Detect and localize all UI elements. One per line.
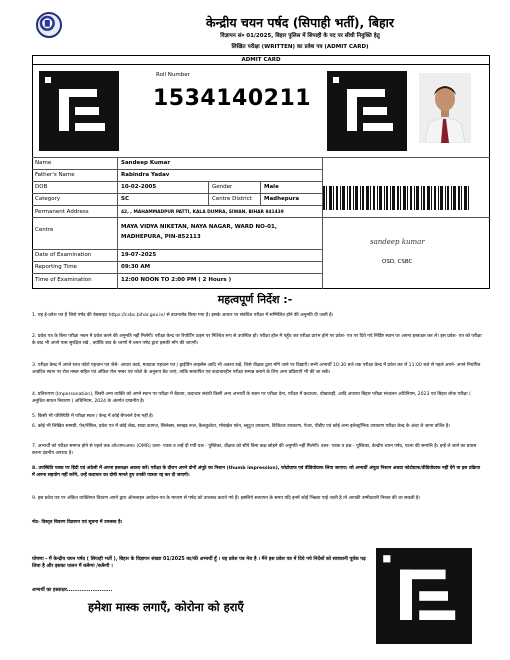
instruction-item: 5. किसी भी परिस्थिति में परीक्षा स्थल / केन्द्र में कोई बैगलाने देना नहीं है। — [32, 414, 154, 419]
instruction-item: 2. प्रवेश पत्र के बिना परीक्षा भवन में प्रवेश करने की अनुमति नहीं मिलेगी। परीक्षा केन्द्र पर रिपोर्टिंग टाइम पर निश्चित रूप से उपस्थित हों। परीक्षा हॉल में पहुँच कर परीक्षा प्रारंभ होने पर प्रवेश- पत्र पर दिये गये निर्दिष्ट स्थान पर अपना हस्ताक्षर कर लें। इस प्रवेश- पत्र को परीक्षा के बाद भी अपने पास सुरक्षित रखें , क्योंकि बाद के चरणों में चयन पर्षद द्वारा इसकी माँग की जाएगी। — [32, 334, 482, 346]
instruction-item: 7. अभ्यर्थी को परीक्षा समाप्त होने से पहले तक ओ०एम०आर० (OMR) उत्तर- पत्रक व उन्हें दी गयी प्रश्न - पुस्तिका, वीक्षक को सौंपे बिना कक्ष छोड़ने की अनुमति नहीं मिलेगी। उत्तर- पत्रक व प्रश्न - पुस्तिका, केन्द्रीय चयन पर्षद, पटना की सम्पत्ति है। इन्हें ले जाने का प्रयास करना दंडनीय अपराध है। — [32, 444, 477, 456]
table-divider — [208, 181, 209, 205]
admit-card-title: ADMIT CARD — [32, 55, 490, 65]
centre-label: Centre — [35, 227, 54, 233]
gender-value: Male — [264, 184, 279, 190]
exam-date-value: 19-07-2025 — [121, 252, 157, 258]
reporting-time-value: 09:30 AM — [121, 264, 151, 270]
category-value: SC — [121, 196, 129, 202]
instruction-item: 8. उपस्थिति पत्रक पर हिंदी एवं अंग्रेजी में अपना हस्ताक्षर अवश्य करें। परीक्षा के दौरान अपने दोनों अंगूठे का निशान (thumb impression), फोटोग्राफ एवं वीडियोग्राफ लिया जाएगा। जो अभ्यर्थी अंगूठा निशान अथवा फोटोग्राफ/वीडियोग्राफ नहीं देंगे या इस प्रक्रिया में अपना सहयोग नहीं करेंगे, उन्हें कदाचार का दोषी मानते हुए उनकी पात्रता रद्द कर दी जाएगी। — [32, 466, 481, 478]
table-line — [32, 217, 490, 218]
permanent-address-label: Permanent Address — [35, 209, 89, 215]
barcode-icon — [323, 186, 469, 210]
instruction-item: 3. परीक्षा केन्द्र में अपने साथ फोटो पहचान पत्र जैसे- आधार कार्ड, मतदाता पहचान पत्र / ड्राईविंग लाइसेंस आदि भी अवश्य रखें, जिसे वीक्षक द्वारा माँगे जाने पर दिखाएँ। सभी अभ्यर्थी 10:30 बजे तक परीक्षा केन्द्र में प्रवेश कर लें 11:00 बजे से पहले अपने- अपने निर्धारित आवंटित स्थान पर रोल नम्बर सहित एवं अंकित रोल नम्बर एवं फोटो के अनुरूप बैठ जाएं, ताकि सत्यापित एवं कदाचारहीन परीक्षा सम्पन्न कराने के लिए अन्य प्रक्रियाएँ भी की जा सकें। — [32, 363, 481, 375]
table-line — [32, 249, 322, 250]
permanent-address-value: 42, , MAHAMMADPUR PATTI, KALA DUMRA, SIWAN, BIHAR 841439 — [121, 209, 284, 215]
category-label: Category — [35, 196, 61, 202]
table-line — [32, 205, 322, 206]
table-divider — [117, 157, 118, 289]
instructions-title: महत्वपूर्ण निर्देश :- — [217, 293, 293, 306]
declaration-text: घोषणा - मैं केन्द्रीय चयन पर्षद ( सिपाही भर्ती ), बिहार के विज्ञापन संख्या 01/2025 का/की अभ्यर्थी हूँ । यह प्रवेश पत्र मेरा है । मैंने इस प्रवेश पत्र में दिये गये निर्देशों को सावधानी पूर्वक पढ़ लिया है और इसका पालन मैं करूँगा /करूँगी । — [32, 557, 366, 569]
gender-label: Gender — [212, 184, 233, 190]
table-divider — [322, 157, 323, 289]
name-label: Name — [35, 160, 52, 166]
header-advertisement: विज्ञापन सं० 01/2025, बिहार पुलिस में सिपाही के पद पर सीधी नियुक्ति हेतु — [220, 33, 380, 39]
centre-address-line1: MAYA VIDYA NIKETAN, NAYA NAGAR, WARD NO-01, — [121, 224, 277, 230]
qr-code-icon — [39, 71, 119, 151]
exam-time-label: Time of Examination — [35, 277, 92, 283]
roll-number-label: Roll Number — [156, 72, 190, 78]
roll-number: 1534140211 — [153, 86, 312, 111]
candidate-signature-line: अभ्यर्थी का हस्ताक्षर......................... — [32, 588, 113, 593]
table-line — [32, 193, 322, 194]
candidate-name: Sandeep Kumar — [121, 160, 171, 166]
mask-slogan: हमेशा मास्क लगाएँ, कोरोना को हराएँ — [88, 600, 244, 614]
centre-district-value: Madhepura — [264, 196, 300, 202]
candidate-signature: sandeep kumar — [370, 238, 425, 246]
instruction-item: 4. प्रतिरूपण (Impersonation), किसी अन्य व्यक्ति को अपने स्थान पर परीक्षा में बैठाना, कदाचार संबंधी किसी अन्य अभ्यर्थी के स्थान पर परीक्षा देना, परीक्षा में कदाचार, धोखाधड़ी, आदि अपराध बिहार परीक्षा संचालन अधिनियम, 2023 एवं बिहार लोक परीक्षा ( अनुचित साधन निवारण ) अधिनियम, 2024 के अंतर्गत दण्डनीय है। — [32, 392, 471, 404]
table-line — [32, 273, 322, 274]
table-line — [32, 181, 322, 182]
dob-label: DOB — [35, 184, 48, 190]
header-title: केन्द्रीय चयन पर्षद (सिपाही भर्ती), बिहार — [205, 15, 395, 30]
candidate-photo — [419, 73, 471, 143]
centre-district-label: Centre District — [212, 196, 252, 202]
emblem-icon — [36, 12, 62, 38]
table-line — [32, 261, 322, 262]
centre-address-line2: MADHEPURA, PIN-852113 — [121, 234, 201, 240]
table-divider — [260, 181, 261, 205]
table-line — [32, 169, 322, 170]
reporting-time-label: Reporting Time — [35, 264, 77, 270]
exam-date-label: Date of Examination — [35, 252, 92, 258]
instruction-item: 9. इस प्रवेश पत्र पर अंकित व्यक्तिगत विवरण अपने द्वारा ऑनलाइन आवेदन-पत्र के माध्यम से पर्षद को उपलब्ध कराये गये हैं। इसलिये सत्यापन के समय यदि इनमें कोई भिन्नता पाई जाती है तो आपकी उम्मीदवारी निरस्त की जा सकती है। — [32, 496, 421, 501]
instruction-item: 1. यह ई-प्रवेश पत्र है जिसे पर्षद की वेबसाइट https://csbc.bihar.gov.in/ से डाउनलोड किया गया है। इसके आधार पर संबंधित परीक्षा में सम्मिलित होने की अनुमति दी जाती है। — [32, 313, 334, 318]
dob-value: 10-02-2005 — [121, 184, 157, 190]
father-name-label: Father's Name — [35, 172, 75, 178]
qr-code-icon — [376, 548, 472, 644]
instruction-item: 6. कोई भी लिखित सामग्री, पेन/पेंसिल, प्रवेश पत्र में कोई लेख, सादा कागज, सिलेबस, स्लाइड रूल, कैलकुलेटर, मोबाईल फोन, ब्लूटूथ उपकरण, डिजिटल उपकरण, पेजर, पीडीए एवं कोई अन्य इलेक्ट्रॉनिक उपकरण परीक्षा केन्द्र के अंदर ले जाना वर्जित है। — [32, 424, 451, 429]
exam-time-value: 12:00 NOON TO 2:00 PM ( 2 Hours ) — [121, 277, 232, 283]
header-exam-type: लिखित परीक्षा (WRITTEN) का प्रवेश पत्र (ADMIT CARD) — [231, 44, 369, 50]
instruction-note: नोट- विस्तृत विवरण विज्ञापन एवं सूचना में उपलब्ध है। — [32, 520, 123, 525]
father-name: Rabindra Yadav — [121, 172, 170, 178]
qr-code-icon — [327, 71, 407, 151]
table-line — [32, 157, 490, 158]
osd-signature-label: OSD, CSBC — [382, 259, 413, 265]
